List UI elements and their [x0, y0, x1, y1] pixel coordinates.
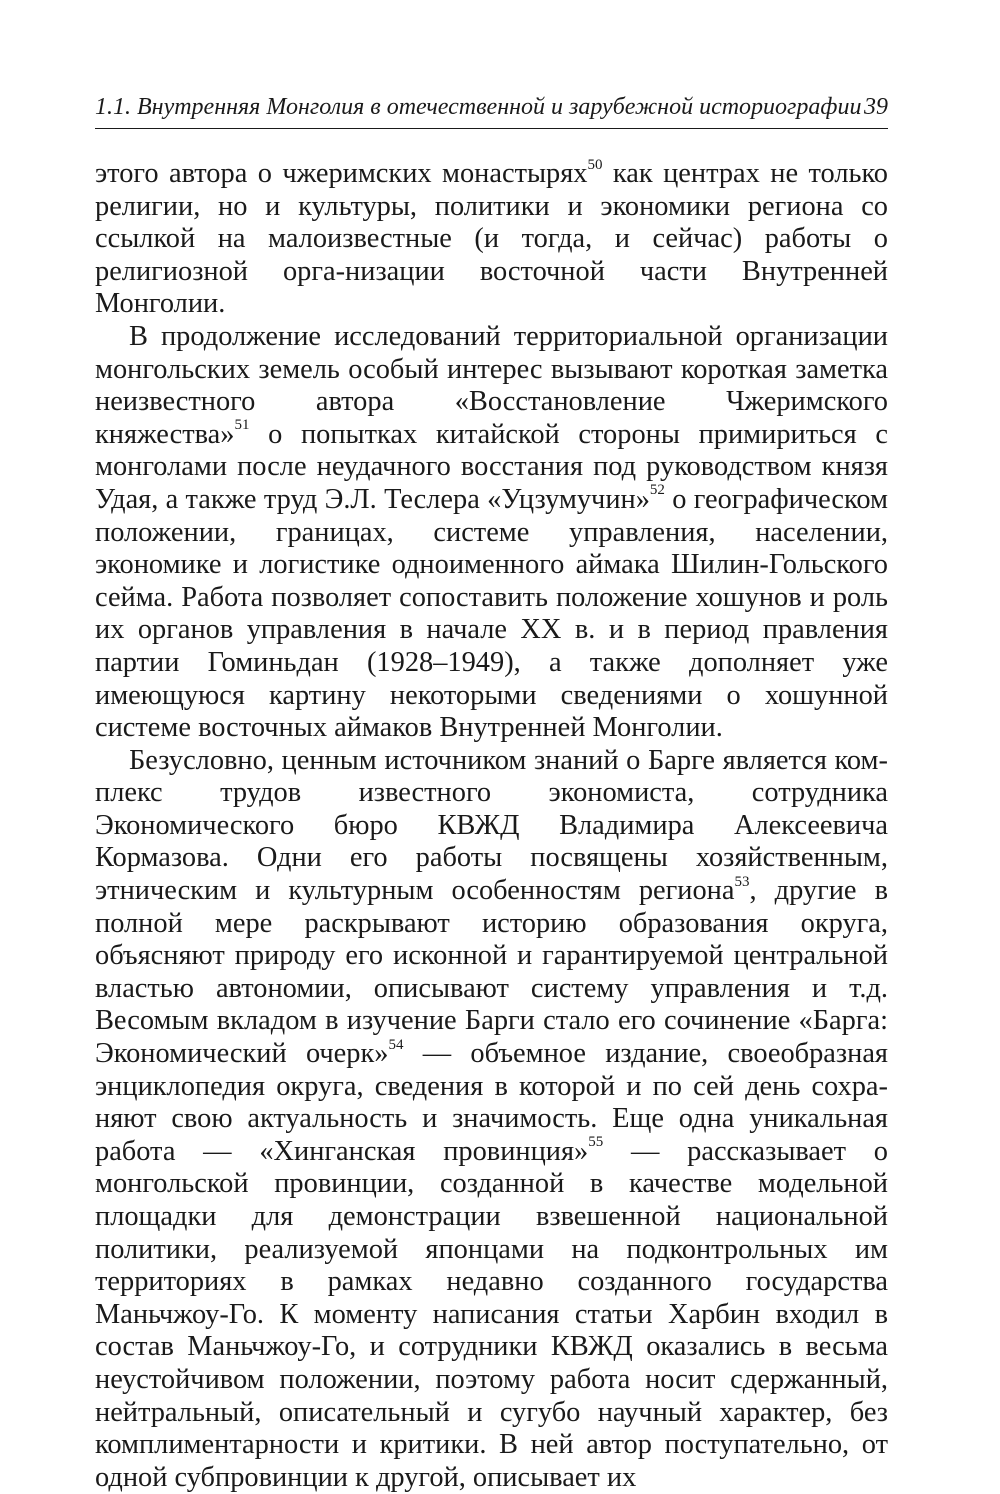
text-run: этого автора о чжеримских монастырях: [95, 158, 588, 189]
running-header: [95, 92, 888, 129]
paragraph-1: [95, 158, 888, 321]
paragraph-2: [95, 321, 888, 745]
text-run: , другие в полной мере раскрывают историю образования округа, объясняют природу его исконной и гарантируемой центральной властью автономии, описывают систему управления и т.д. Весомым вкладом в изучение Барги стало его сочинение «Барга: Экономический очерк»: [95, 875, 888, 1070]
running-header-title: 1.1. Внутренняя Монголия в отечественной и зарубежной историографии: [95, 94, 862, 120]
footnote-ref: 55: [588, 1134, 604, 1151]
paragraph-3: [95, 745, 888, 1494]
footnote-ref: 54: [388, 1036, 404, 1053]
page-number: 39: [864, 94, 888, 120]
text-run: — объемное издание, своеобразная энциклопедия округа, сведения в которой и по сей день сохраняют свою актуальность и значимость. Еще одна уникальная работа — «Хинганская провинция»: [95, 1038, 888, 1167]
footnote-ref: 50: [587, 156, 603, 173]
text-run: о попытках китайской стороны примириться с монголами после неудачного восстания под руководством князя Удая, а также труд Э.Л. Теслера «Уцзумучин»: [95, 418, 888, 515]
text-run: как центрах не только религии, но и культуры, политики и экономики региона со ссылкой на малоизвестные (и тогда, и сейчас) работы о религиозной орга-низации восточной части Внутренней Монголии.: [95, 158, 888, 320]
text-run: — рассказывает о монгольской провинции, созданной в качестве модельной площадки для демонстрации взвешенной национальной политики, реализуемой японцами на подконтрольных им территориях в рамках недавно созданного государства Маньчжоу-Го. К моменту написания статьи Харбин входил в состав Маньчжоу-Го, и сотрудники КВЖД оказались в весьма неустойчивом положении, поэтому работа носит сдержанный, нейтральный, описательный и сугубо научный характер, без комплиментарности и критики. В ней автор поступательно, от одной субпровинции к другой, описывает их: [95, 1135, 888, 1493]
footnote-ref: 51: [234, 417, 250, 434]
text-run: Безусловно, ценным источником знаний о Барге является комплекс трудов известного экономиста, сотрудника Экономического бюро КВЖД Владимира Алексеевича Кормазова. Одни его работы посвящены хозяйственным, этническим и культурным особенностям региона: [95, 744, 888, 907]
footnote-ref: 53: [734, 873, 750, 890]
text-run: В продолжение исследований территориальной организации монгольских земель особый интерес вызывают короткая заметка неизвестного автора «Восстановление Чжеримского княжества»: [95, 320, 888, 450]
body-text: [95, 158, 888, 1494]
footnote-ref: 52: [649, 482, 665, 499]
text-run: о географическом положении, границах, системе управления, населении, экономике и логистике одноименного аймака Шилин-Гольского сейма. Работа позволяет сопоставить положение хошунов и роль их органов управления в начале XX в. и в период правления партии Гоминьдан (1928–1949), а также дополняет уже имеющуюся картину некоторыми сведениями о хошунной системе восточных аймаков Внутренней Монголии.: [95, 483, 888, 744]
